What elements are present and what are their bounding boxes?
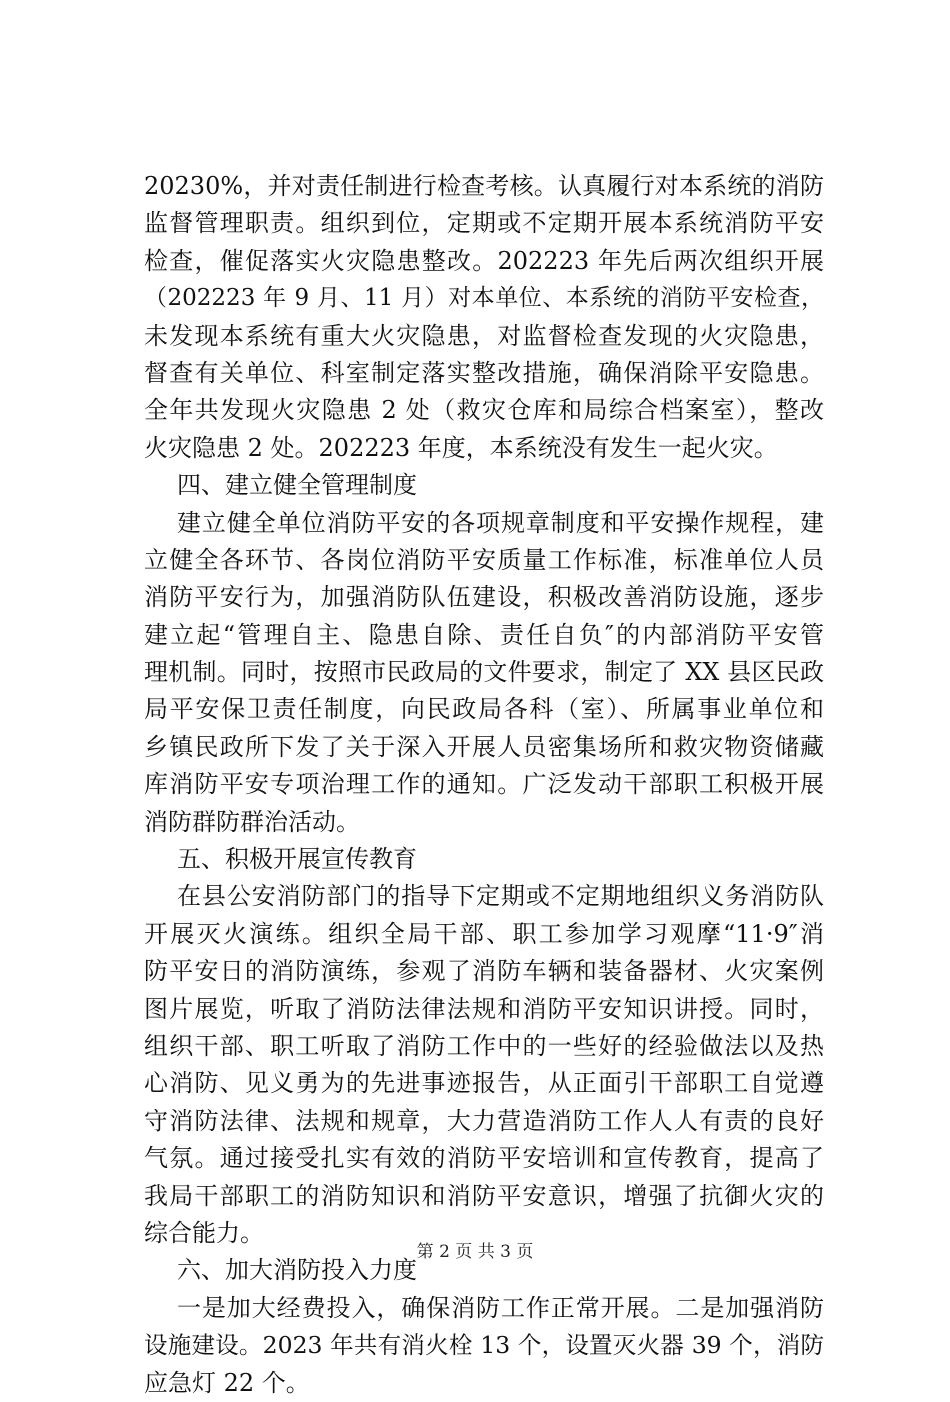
text-line: 未发现本系统有重大火灾隐患，对监督检查发现的火灾隐患， [144,321,824,350]
text-line: 开展灭火演练。组织全局干部、职工参加学习观摩“11·9″消 [144,919,824,948]
text-line: 检查，催促落实火灾隐患整改。202223 年先后两次组织开展 [144,246,824,275]
text-line: 监督管理职责。组织到位，定期或不定期开展本系统消防平安 [144,209,824,238]
text-line: 设施建设。2023 年共有消火栓 13 个，设置灭火器 39 个，消防 [144,1331,824,1360]
text-line: 火灾隐患 2 处。202223 年度，本系统没有发生一起火灾。 [144,433,778,462]
text-line: 督查有关单位、科室制定落实整改措施，确保消除平安隐患。 [144,358,824,387]
text-line: 一是加大经费投入，确保消防工作正常开展。二是加强消防 [177,1293,824,1322]
section-heading: 五、积极开展宣传教育 [177,845,417,874]
section-heading: 六、加大消防投入力度 [177,1256,417,1285]
text-line: 库消防平安专项治理工作的通知。广泛发动干部职工积极开展 [144,770,824,799]
text-line: 应急灯 22 个。 [144,1368,310,1397]
text-line: 综合能力。 [144,1218,264,1247]
text-line: 组织干部、职工听取了消防工作中的一些好的经验做法以及热 [144,1031,824,1060]
text-line: 理机制。同时，按照市民政局的文件要求，制定了 XX 县区民政 [144,658,824,687]
text-line: 建立起“管理自主、隐患自除、责任自负″的内部消防平安管 [144,620,824,649]
text-line: 防平安日的消防演练，参观了消防车辆和装备器材、火灾案例 [144,957,824,986]
text-line: 局平安保卫责任制度，向民政局各科（室）、所属事业单位和 [144,695,824,724]
text-line: 全年共发现火灾隐患 2 处（救灾仓库和局综合档案室），整改 [144,396,824,425]
text-line: 守消防法律、法规和规章，大力营造消防工作人人有责的良好 [144,1106,824,1135]
text-line: 消防群防群治活动。 [144,807,360,836]
page-footer: 第 2 页 共 3 页 [416,1242,534,1262]
text-line: 我局干部职工的消防知识和消防平安意识，增强了抗御火灾的 [144,1181,824,1210]
text-line: 乡镇民政所下发了关于深入开展人员密集场所和救灾物资储藏 [144,732,824,761]
text-line: 消防平安行为，加强消防队伍建设，积极改善消防设施，逐步 [144,583,824,612]
text-line: 心消防、见义勇为的先进事迹报告，从正面引干部职工自觉遵 [144,1069,824,1098]
text-line: 20230%，并对责任制进行检查考核。认真履行对本系统的消防 [144,172,824,200]
text-line: 图片展览，听取了消防法律法规和消防平安知识讲授。同时， [144,994,824,1023]
text-line: （202223 年 9 月、11 月）对本单位、本系统的消防平安检查， [144,285,824,312]
text-line: 在县公安消防部门的指导下定期或不定期地组织义务消防队 [177,882,824,911]
section-heading: 四、建立健全管理制度 [177,471,417,500]
text-line: 气氛。通过接受扎实有效的消防平安培训和宣传教育，提高了 [144,1144,824,1173]
text-line: 建立健全单位消防平安的各项规章制度和平安操作规程，建 [177,508,824,537]
document-body [144,168,824,1402]
text-line: 立健全各环节、各岗位消防平安质量工作标准，标准单位人员 [144,545,824,574]
